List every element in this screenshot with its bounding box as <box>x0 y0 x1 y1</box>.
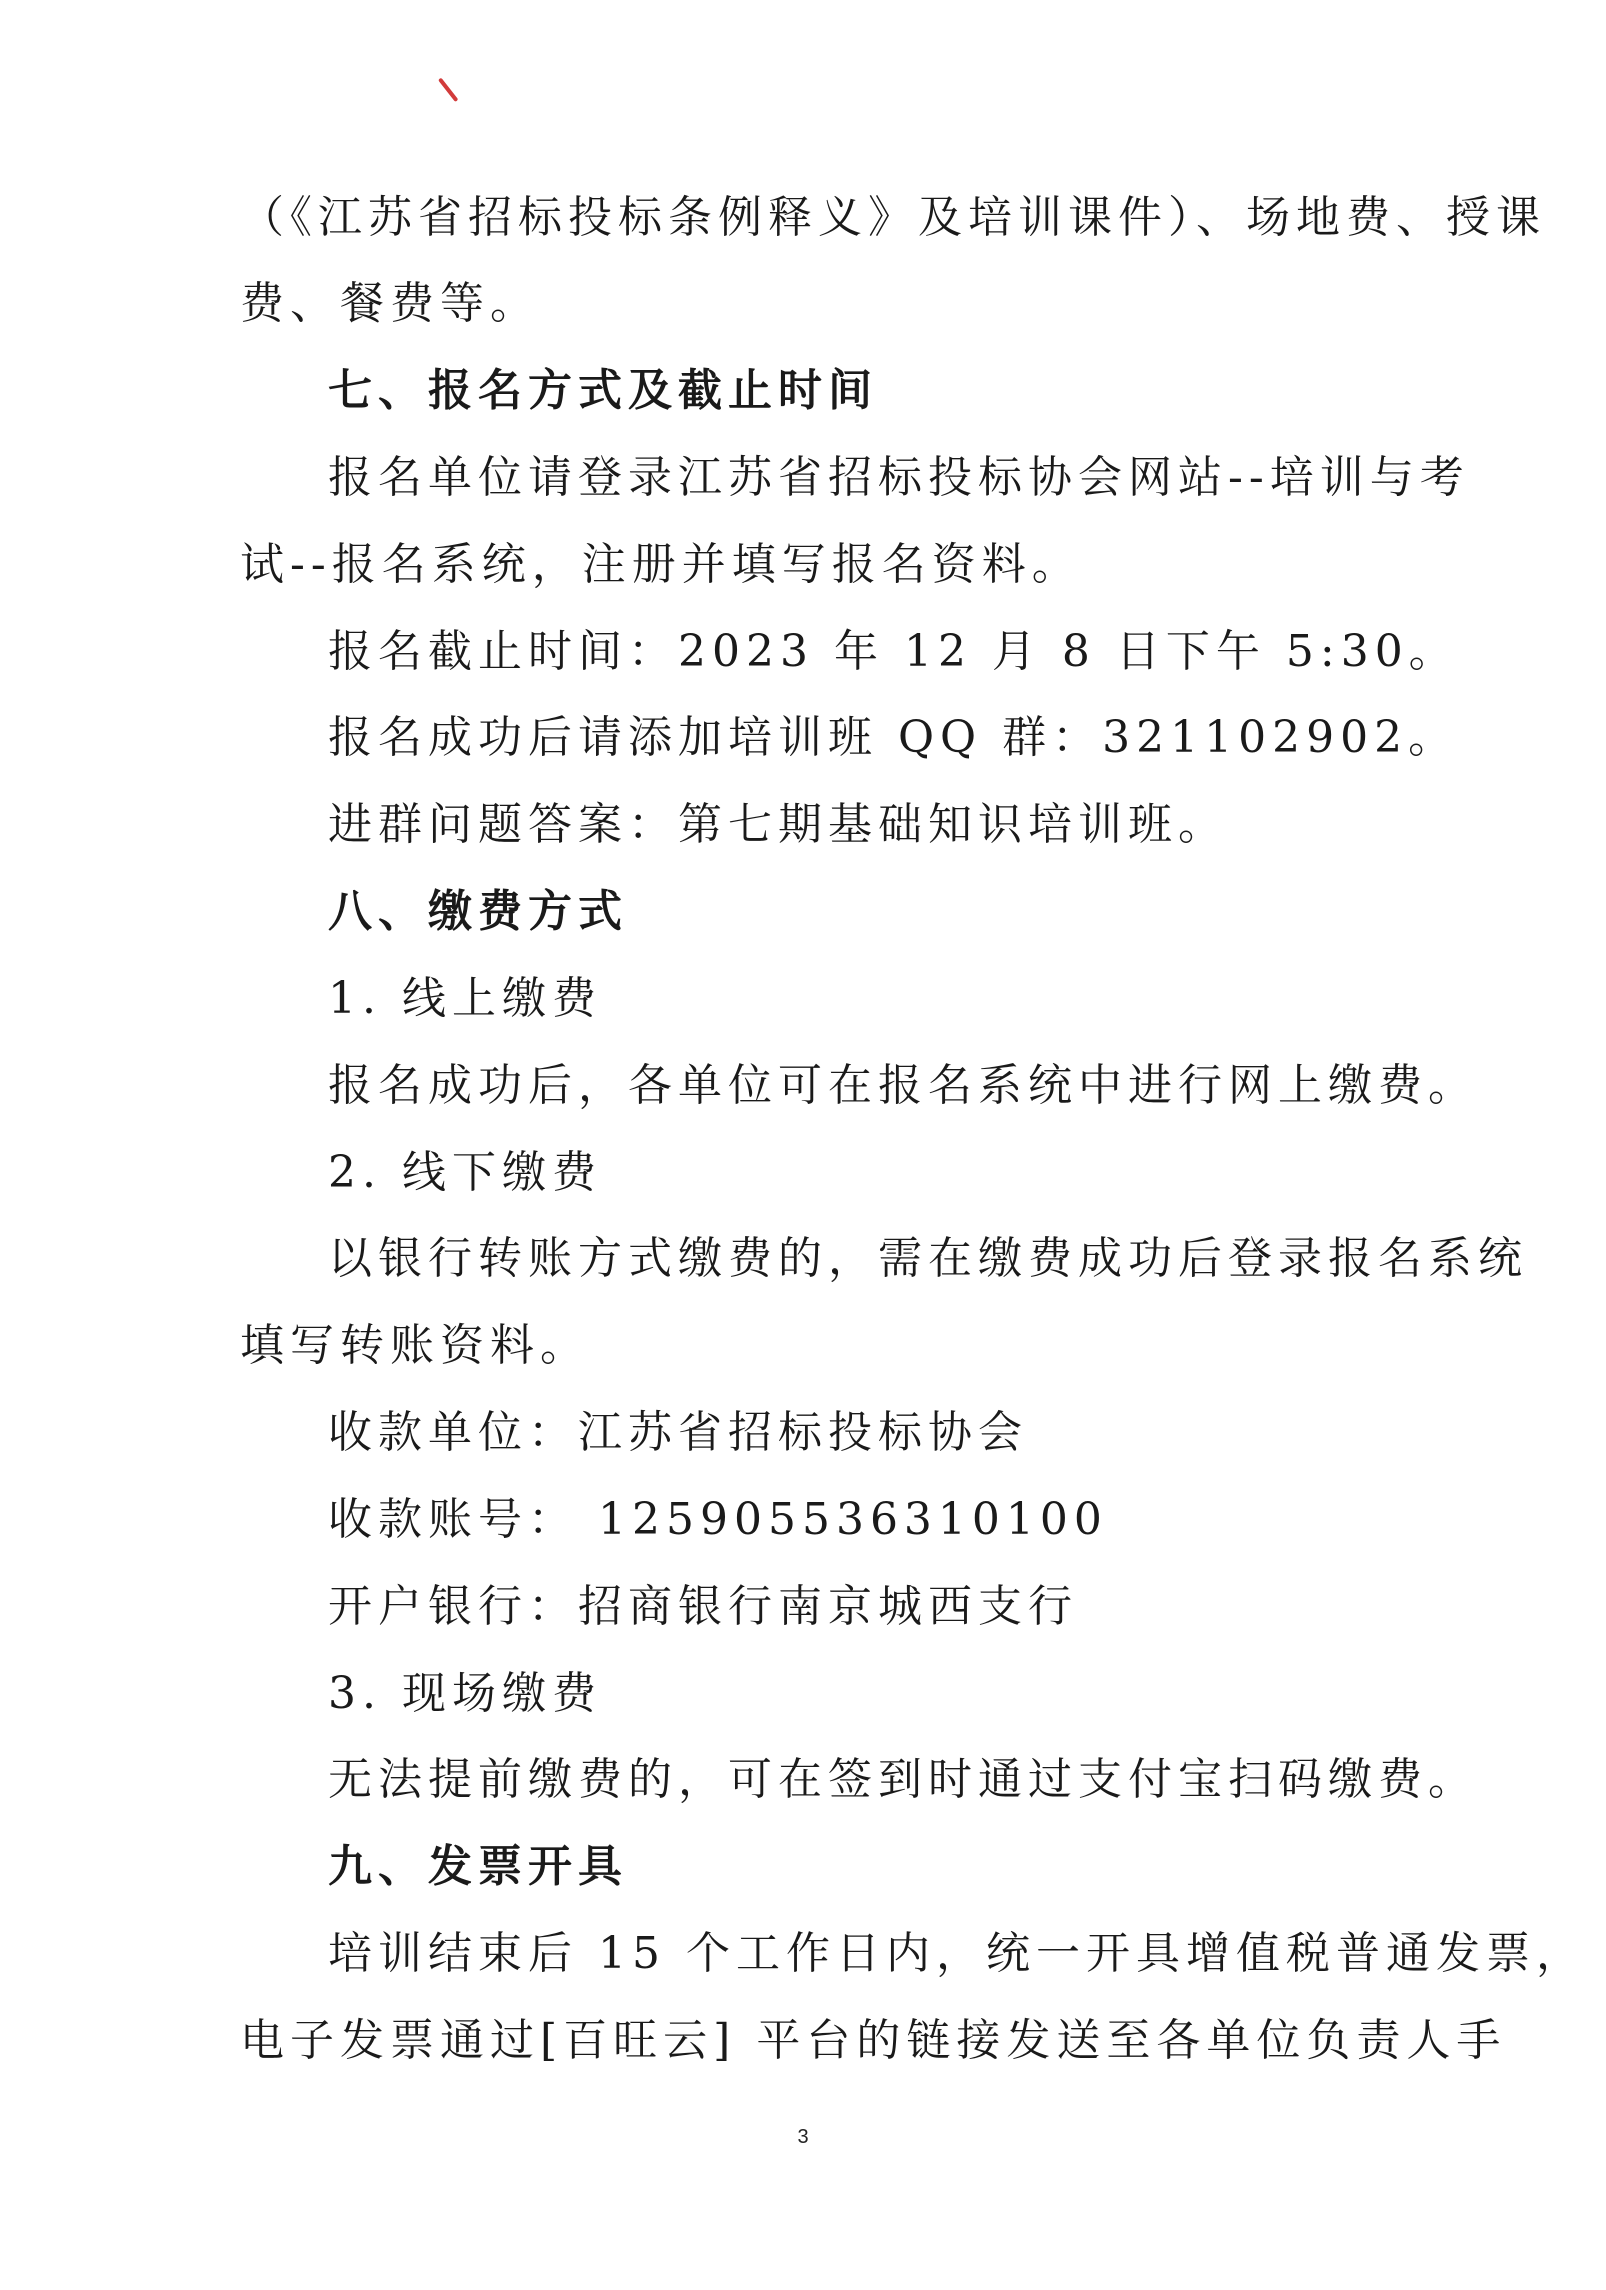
text-line: 报名单位请登录江苏省招标投标协会网站--培训与考 <box>328 452 1470 503</box>
text-line: 电子发票通过[百旺云] 平台的链接发送至各单位负责人手 <box>240 2015 1507 2066</box>
account-number-line: 收款账号： 125905536310100 <box>328 1494 1108 1545</box>
payee-line: 收款单位：江苏省招标投标协会 <box>328 1407 1028 1458</box>
text-line: 费、餐费等。 <box>240 278 540 329</box>
section-heading-7: 七、报名方式及截止时间 <box>328 365 878 416</box>
text-line: 以银行转账方式缴费的，需在缴费成功后登录报名系统 <box>328 1233 1528 1284</box>
text-line: 报名成功后，各单位可在报名系统中进行网上缴费。 <box>328 1060 1478 1111</box>
bank-line: 开户银行：招商银行南京城西支行 <box>328 1581 1078 1632</box>
subheading-onsite-payment: 3. 现场缴费 <box>328 1668 602 1719</box>
text-line: 无法提前缴费的，可在签到时通过支付宝扫码缴费。 <box>328 1754 1478 1805</box>
red-stroke-mark <box>438 78 458 103</box>
text-line: 试--报名系统，注册并填写报名资料。 <box>240 539 1082 590</box>
text-line: 培训结束后 15 个工作日内，统一开具增值税普通发票， <box>328 1928 1586 1979</box>
text-line: 填写转账资料。 <box>240 1320 590 1371</box>
section-heading-9: 九、发票开具 <box>328 1841 628 1892</box>
page-number: 3 <box>797 2126 809 2148</box>
subheading-online-payment: 1. 线上缴费 <box>328 973 602 1024</box>
section-heading-8: 八、缴费方式 <box>328 886 628 937</box>
text-line: （《江苏省招标投标条例释义》及培训课件）、场地费、授课 <box>240 192 1546 243</box>
qq-group-line: 报名成功后请添加培训班 QQ 群：321102902。 <box>328 712 1459 763</box>
subheading-offline-payment: 2. 线下缴费 <box>328 1147 602 1198</box>
group-answer-line: 进群问题答案：第七期基础知识培训班。 <box>328 799 1228 850</box>
registration-deadline: 报名截止时间：2023 年 12 月 8 日下午 5:30。 <box>328 626 1459 677</box>
